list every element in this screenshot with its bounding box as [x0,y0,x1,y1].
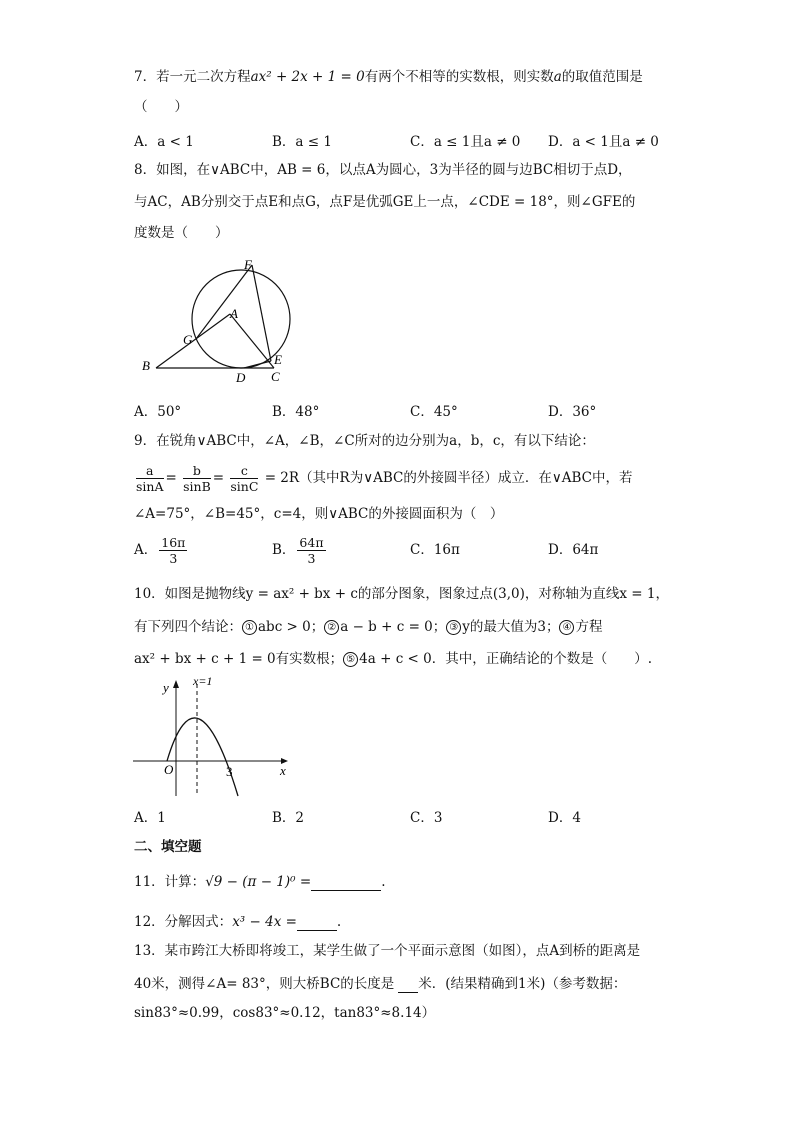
q11-expression: √9 − (π − 1)⁰ = [205,874,312,890]
q10-label-x: x [280,763,286,778]
q8-label-e: E [274,352,282,367]
q10-circled-4: ④ [559,620,574,635]
q10-circled-2: ② [324,620,339,635]
q8-line-3: 度数是（ ） [134,225,229,241]
q13-line-2-pre: 40米，测得∠A= 83°，则大桥BC的长度是 [134,976,395,992]
q10-option-b[interactable]: B．2 [272,810,305,826]
q9-option-b-num: 64π [299,535,324,550]
q12-answer-blank[interactable] [297,912,337,931]
q8-option-b[interactable]: B．48° [272,404,320,420]
q9-fraction-c-den: sinC [230,479,259,494]
q8-segment-gf [196,265,252,339]
q10-statement-4: 方程 [575,619,603,635]
q10-parabola-curve [167,718,238,796]
q9-option-d[interactable]: D．64π [548,542,599,558]
q10-option-c[interactable]: C．3 [410,810,443,826]
q9-line-1: 9．在锐角∨ABC中，∠A，∠B，∠C所对的边分别为a，b，c，有以下结论： [134,433,595,449]
q8-segment-fe [252,265,271,361]
q7-text-3: 的取值范围是 [561,69,643,85]
q12-expression: x³ − 4x = [232,914,297,930]
q10-line-2 [134,618,602,636]
q7-option-a[interactable]: A．a < 1 [134,134,194,150]
q8-label-a: A [230,306,238,321]
q13-line-3: sin83°≈0.99，cos83°≈0.12，tan83°≈8.14） [134,1005,436,1021]
q11-line [134,872,385,891]
q9-fraction-b [183,463,211,494]
q8-options [134,400,664,418]
q9-option-a[interactable] [134,532,189,568]
q10-label-three: 3 [226,764,233,779]
q8-line-1: 8．如图，在∨ABC中，AB = 6，以点A为圆心，3为半径的圆与边BC相切于点D， [134,162,632,178]
q9-fraction-b-num: b [183,463,211,479]
q10-statement-1: abc > 0； [258,619,325,635]
q8-label-b: B [142,358,150,373]
q12-label: 12．分解因式： [134,914,233,930]
q12-line [134,912,341,931]
q10-label-symmetry: x=1 [193,674,213,688]
q11-answer-blank[interactable] [311,872,381,891]
q8-label-c: C [271,369,280,384]
q10-label-y: y [163,680,169,695]
q10-y-axis-arrow [173,680,179,688]
q8-label-f: F [244,257,252,272]
q9-option-a-num: 16π [161,535,186,550]
q9-option-a-den: 3 [169,551,178,566]
q10-statement-3: y的最大值为3； [462,619,560,635]
q7-number: 7． [134,69,157,85]
q8-option-c[interactable]: C．45° [410,404,458,420]
q9-options [134,532,664,568]
q10-options [134,806,664,824]
q11-label: 11．计算： [134,874,206,890]
q7-option-d[interactable]: D．a < 1且a ≠ 0 [548,134,659,150]
q7-option-c[interactable]: C．a ≤ 1且a ≠ 0 [410,134,521,150]
q9-fraction-a [136,463,164,494]
q8-circle-figure [134,254,314,389]
section-fill-in-heading: 二、填空题 [134,839,202,855]
q7-text-1: 若一元二次方程 [156,69,251,85]
q8-option-a[interactable]: A．50° [134,404,182,420]
q10-label-origin: O [164,762,174,777]
q7-answer-paren: （ ） [134,99,188,115]
q10-circled-5: ⑤ [343,652,358,667]
q8-label-d: D [236,370,246,385]
q8-segment-ba [156,314,230,368]
q10-line-1: 10．如图是抛物线y = ax² + bx + c的部分图象，图象过点(3,0)，对称轴为直线x = 1， [134,586,669,602]
q13-line-1: 13．某市跨江大桥即将竣工，某学生做了一个平面示意图（如图），点A到桥的距离是 [134,943,641,959]
q12-period: . [336,914,342,930]
q9-option-a-fraction [159,535,187,566]
q9-option-c[interactable]: C．16π [410,542,460,558]
q10-line-3 [134,650,652,668]
q7-equation: ax² + 2x + 1 = 0 [250,69,365,85]
q8-option-d[interactable]: D．36° [548,404,597,420]
q9-option-b-label: B． [272,542,296,558]
q9-fraction-c-num: c [230,463,258,479]
q9-fraction-b-den: sinB [183,479,211,494]
q7-options [134,130,664,148]
q9-option-a-label: A． [134,542,158,558]
q9-fraction-a-den: sinA [136,479,164,494]
q10-statement-2: a − b + c = 0； [340,619,447,635]
q9-fraction-c [230,463,258,494]
q7-option-b[interactable]: B．a ≤ 1 [272,134,332,150]
q13-line-2 [134,974,626,993]
q9-option-b-fraction [297,535,325,566]
q10-circled-3: ③ [446,620,461,635]
q10-line-2-pre: 有下列四个结论： [134,619,242,635]
q9-line-2-rest: （其中R为∨ABC的外接圆半径）成立．在∨ABC中，若 [299,470,633,486]
q10-circled-1: ① [242,620,257,635]
q10-option-d[interactable]: D．4 [548,810,581,826]
q8-line-2: 与AC，AB分别交于点E和点G，点F是优弧GE上一点，∠CDE = 18°，则∠GFE的 [134,194,636,210]
q8-label-g: G [183,332,193,347]
q10-option-a[interactable]: A．1 [134,810,166,826]
q9-option-b[interactable] [272,532,328,568]
q9-line-3: ∠A=75°，∠B=45°，c=4，则∨ABC的外接圆面积为（ ） [134,506,504,522]
q10-line-3-pre: ax² + bx + c + 1 = 0有实数根； [134,651,344,667]
q7-stem [134,68,643,86]
q9-option-b-den: 3 [307,551,316,566]
q11-period: . [381,874,386,890]
q10-parabola-figure [130,672,295,800]
q9-line-2: $\frac{a}{\sin A}$ = $\frac{b}{\sin B}$ = $\frac{c}{\sin C}$ = 2R（其中R为∨ABC的外接圆半径）成立．在∨ABC中，若 [136,463,633,494]
q13-line-2-post: 米．(结果精确到1米)（参考数据： [418,976,627,992]
q9-fraction-a-num: a [136,463,164,479]
q7-text-2: 有两个不相等的实数根，则实数 [364,69,554,85]
q9-equation-tail: = 2R [264,470,300,486]
q13-answer-blank[interactable] [398,974,418,993]
q10-statement-5: 4a + c < 0．其中，正确结论的个数是（ ）. [359,651,653,667]
q8-segment-de [244,361,271,368]
q7-variable: a [553,69,562,85]
